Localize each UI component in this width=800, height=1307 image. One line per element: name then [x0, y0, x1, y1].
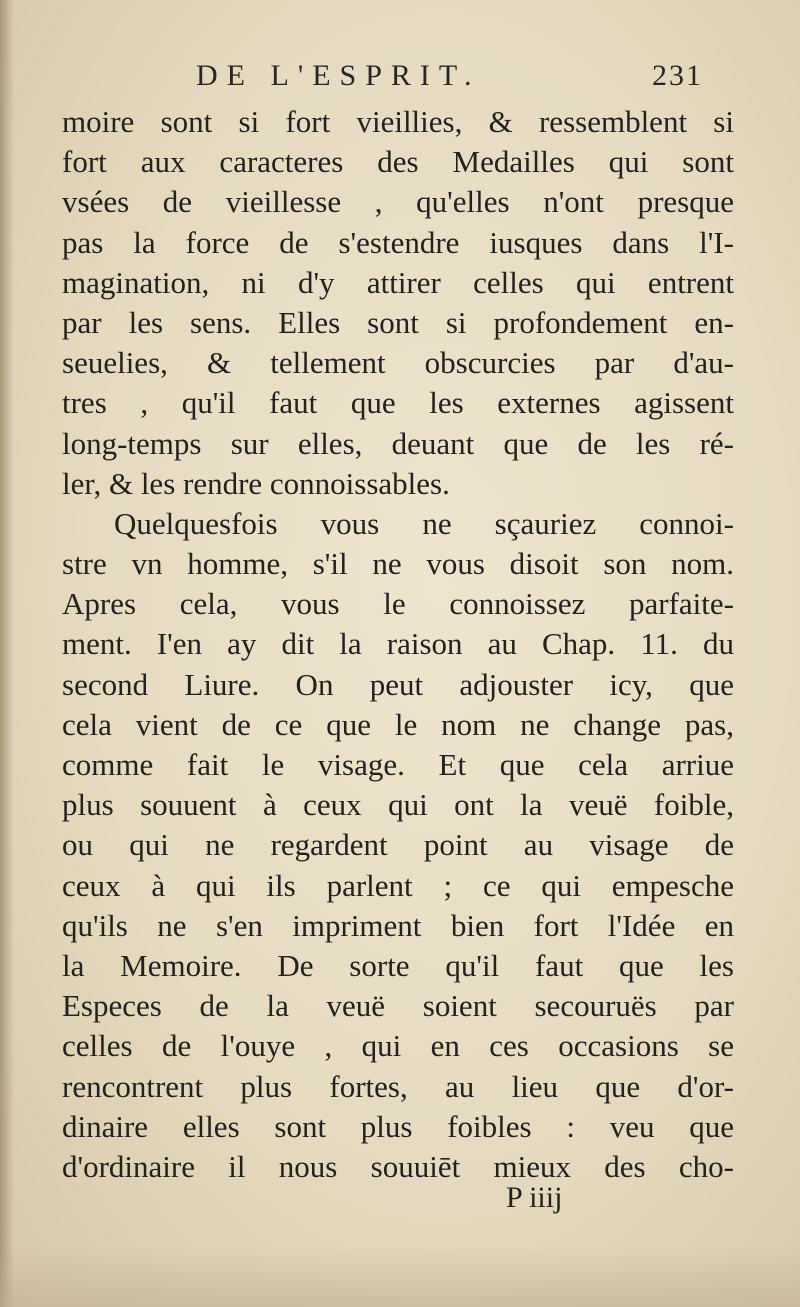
- text-line: la Memoire. De sorte qu'il faut que les: [62, 947, 734, 983]
- text-line: magination, ni d'y attirer celles qui entrent: [62, 264, 734, 300]
- text-line: d'ordinaire il nous souuiēt mieux des cho-: [62, 1148, 734, 1184]
- text-line: stre vn homme, s'il ne vous disoit son nom.: [62, 546, 734, 582]
- text-line: pas la force de s'estendre iusques dans l'I-: [62, 224, 734, 260]
- page-bottom-shade: [0, 1247, 800, 1307]
- text-line: vsées de vieillesse , qu'elles n'ont presque: [62, 184, 734, 220]
- signature-mark: P iiij: [506, 1181, 563, 1214]
- running-head: DE L'ESPRIT.: [196, 59, 481, 92]
- text-line: moire sont si fort vieillies, & ressemblent si: [62, 104, 734, 139]
- text-line: Especes de la veuë soient secouruës par: [62, 988, 734, 1024]
- text-line: dinaire elles sont plus foibles : veu que: [62, 1108, 734, 1144]
- text-line: plus souuent à ceux qui ont la veuë foible,: [62, 787, 734, 823]
- text-line: second Liure. On peut adjouster icy, que: [62, 666, 734, 702]
- text-line: Quelquesfois vous ne sçauriez connoi-: [114, 505, 734, 541]
- text-line: qu'ils ne s'en impriment bien fort l'Idée en: [62, 907, 734, 943]
- text-line: ceux à qui ils parlent ; ce qui empesche: [62, 867, 734, 903]
- text-line: par les sens. Elles sont si profondement en-: [62, 304, 734, 340]
- gutter-shadow: [0, 0, 14, 1307]
- page-number: 231: [652, 59, 703, 92]
- text-line: ou qui ne regardent point au visage de: [62, 827, 734, 863]
- text-line: ment. I'en ay dit la raison au Chap. 11. du: [62, 626, 734, 662]
- text-line: Apres cela, vous le connoissez parfaite-: [62, 586, 734, 622]
- text-line: celles de l'ouye , qui en ces occasions se: [62, 1028, 734, 1064]
- text-line: rencontrent plus fortes, au lieu que d'or-: [62, 1068, 734, 1104]
- text-line: cela vient de ce que le nom ne change pas,: [62, 706, 734, 742]
- text-line: seuelies, & tellement obscurcies par d'au-: [62, 345, 734, 381]
- text-line: tres , qu'il faut que les externes agissent: [62, 385, 734, 421]
- text-line: fort aux caracteres des Medailles qui sont: [62, 144, 734, 180]
- text-line: comme fait le visage. Et que cela arriue: [62, 747, 734, 782]
- text-line: long-temps sur elles, deuant que de les ré-: [62, 425, 734, 461]
- page-header: [0, 56, 800, 100]
- page-body: [62, 102, 734, 1187]
- text-line: ler, & les rendre connoissables.: [62, 465, 450, 501]
